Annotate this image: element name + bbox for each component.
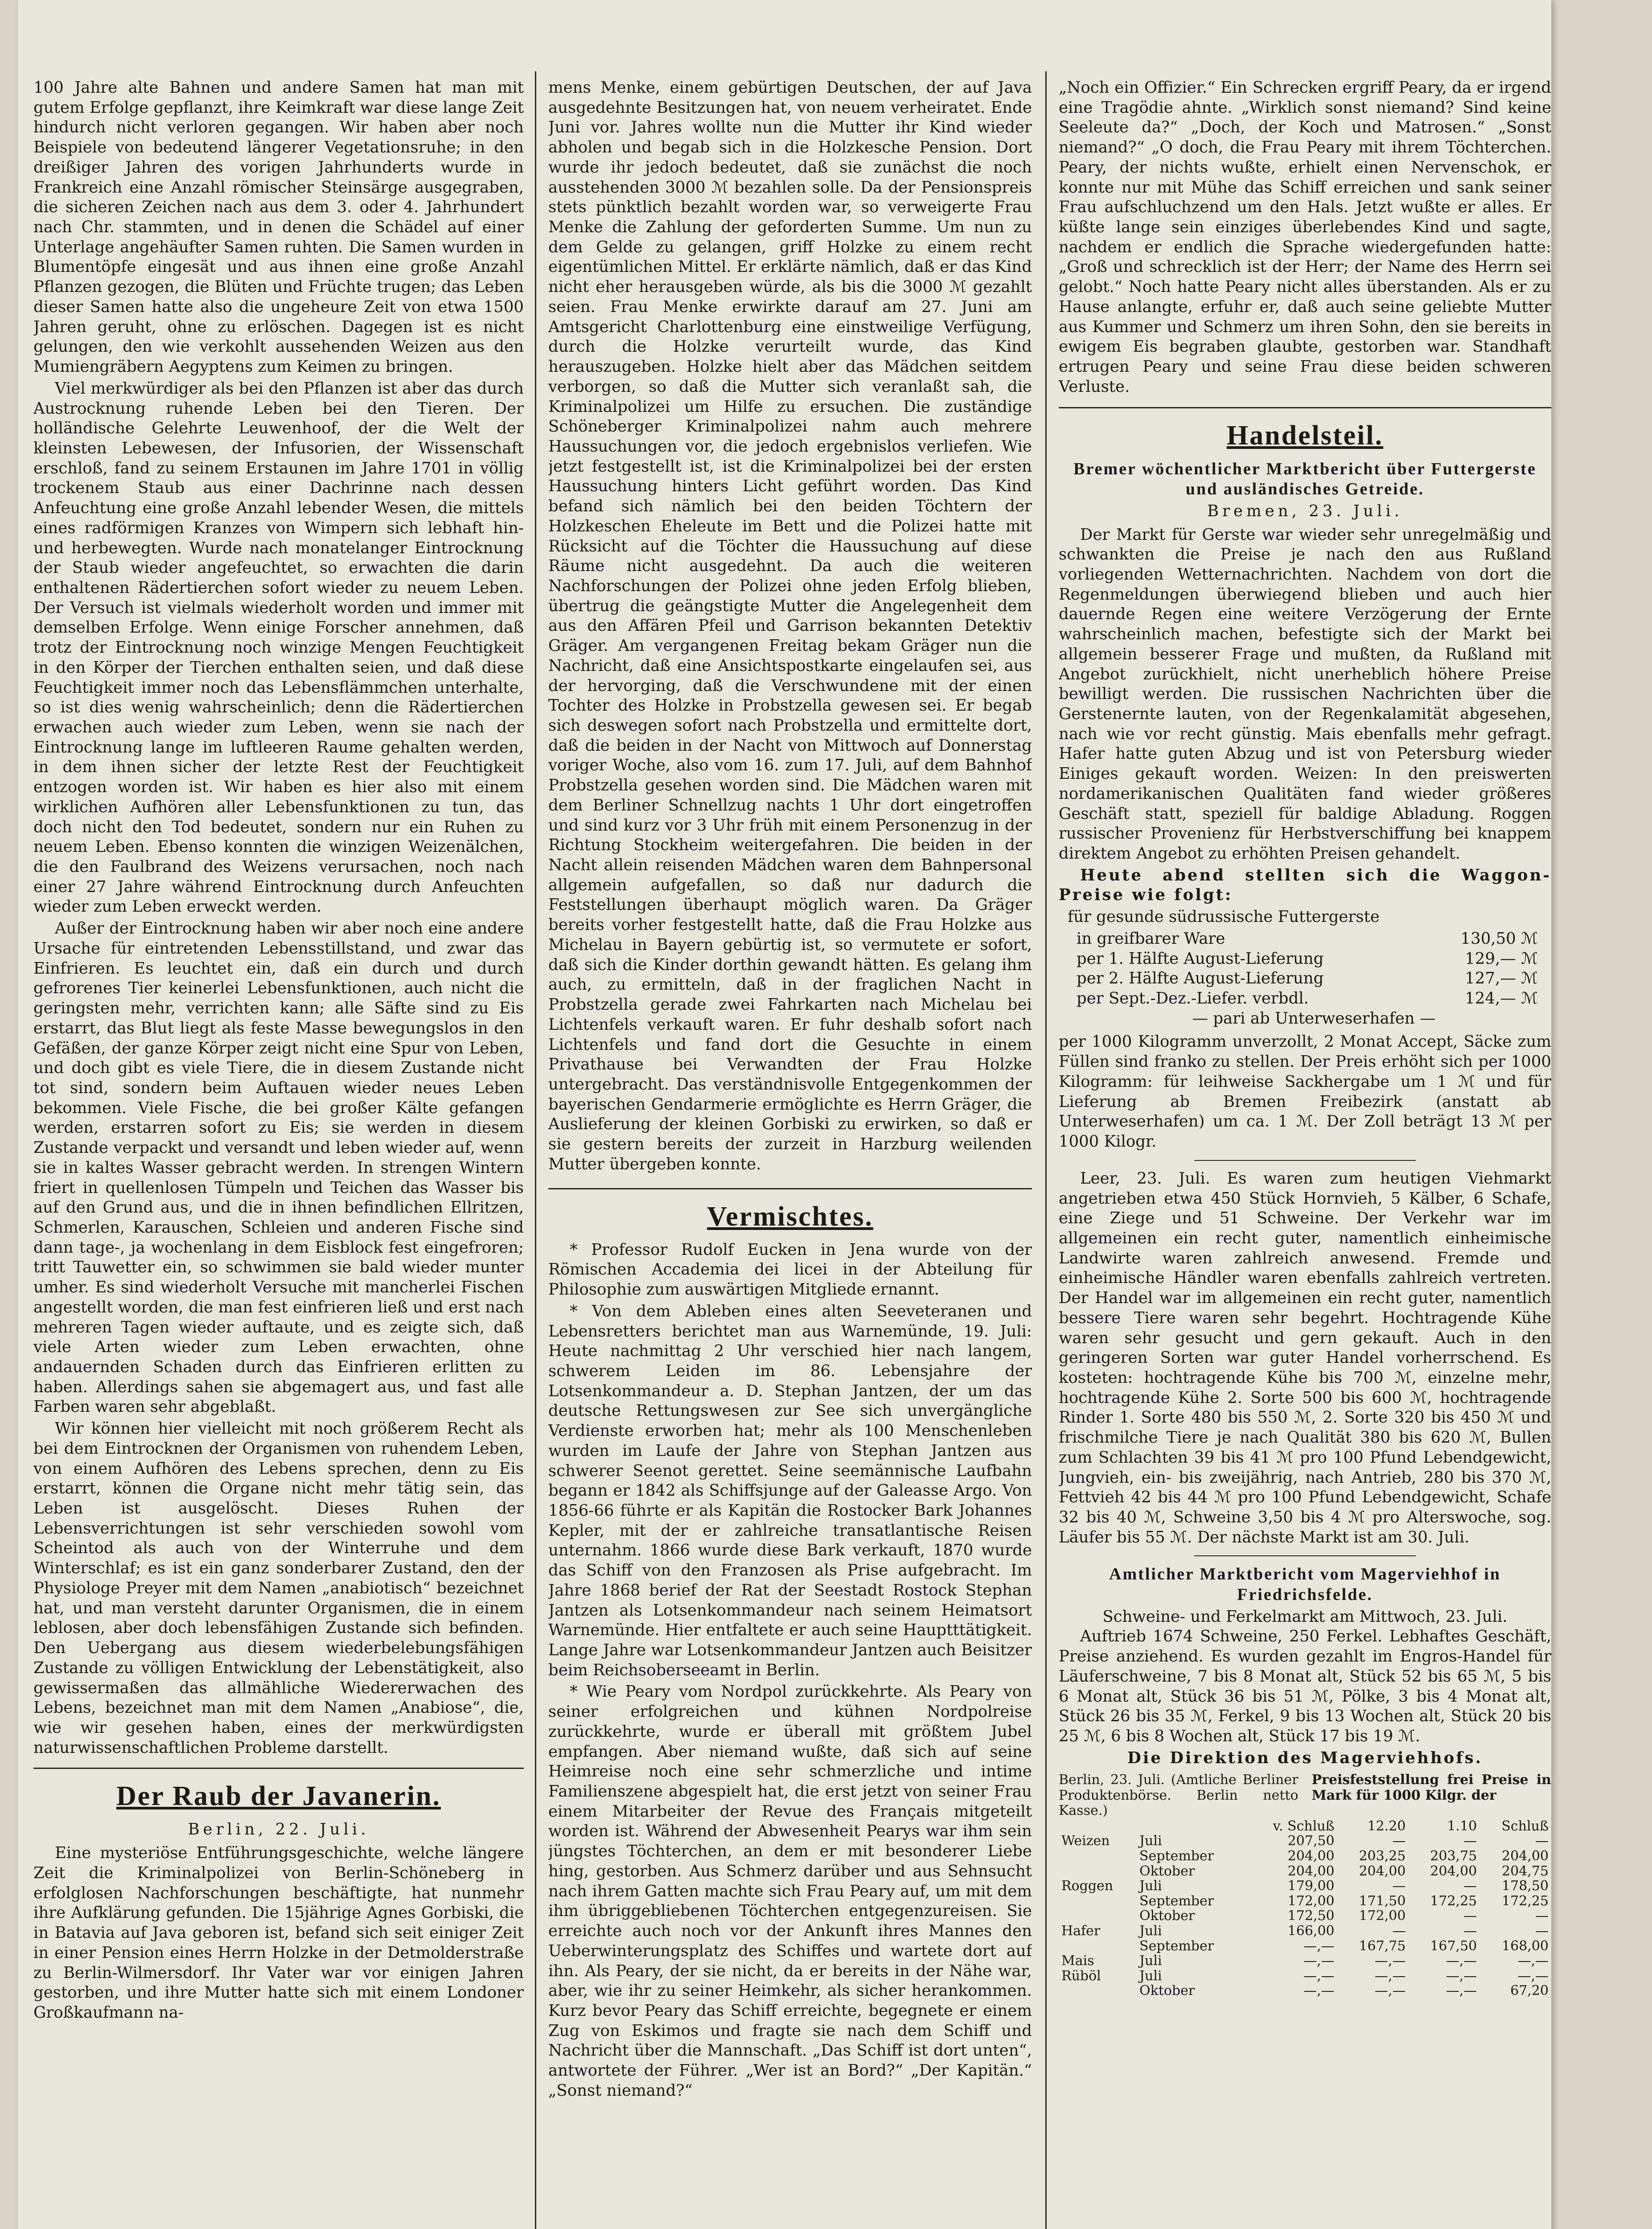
divider bbox=[1194, 1160, 1416, 1161]
cell: — bbox=[1463, 1923, 1477, 1939]
price-note: — pari ab Unterweserhafen — bbox=[1192, 1009, 1436, 1028]
paragraph: Auftrieb 1674 Schweine, 250 Ferkel. Lebhaftes Geschäft, Preise anziehend. Es wurden gezahlt im Engros-Handel für Läuferschweine, 7 bis 8 Monat alt, Stück 52 bis 65 ℳ, 5 bis 6 Monat alt, Stück 36 bis 51 ℳ, Pölke, 3 bis 4 Monat alt, Stück 26 bis 35 ℳ, Ferkel, 9 bis 13 Wochen alt, Stück 20 bis 25 ℳ, 6 bis 8 Wochen alt, Stück 17 bis 19 ℳ. bbox=[1059, 1627, 1551, 1745]
column-2 bbox=[548, 78, 1032, 2229]
cell: — bbox=[1463, 1908, 1477, 1924]
boerse-header bbox=[1059, 1773, 1551, 1819]
divider bbox=[548, 1188, 1032, 1189]
price-intro: für gesunde südrussische Futtergerste bbox=[1068, 908, 1380, 926]
cell: 203,25 bbox=[1359, 1848, 1406, 1864]
section-title-vermischtes: Vermischtes. bbox=[707, 1201, 873, 1232]
table-row bbox=[1059, 1983, 1551, 1999]
cell: — bbox=[1535, 1908, 1549, 1924]
price-list bbox=[1077, 929, 1551, 1029]
report-subtitle: Schweine- und Ferkelmarkt am Mittwoch, 23. Juli. bbox=[1102, 1607, 1508, 1626]
divider bbox=[33, 1768, 524, 1769]
cell: Oktober bbox=[1139, 1908, 1195, 1924]
boerse-table bbox=[1059, 1819, 1551, 1999]
cell: — bbox=[1392, 1878, 1406, 1894]
cell: 204,75 bbox=[1502, 1863, 1549, 1879]
cell: Roggen bbox=[1061, 1878, 1114, 1894]
price-label: per 1. Hälfte August-Lieferung bbox=[1077, 949, 1324, 968]
report-title-bremen: Bremer wöchentlicher Marktbericht über Futtergerste und ausländisches Getreide. bbox=[1073, 459, 1537, 499]
cell: 204,00 bbox=[1287, 1863, 1335, 1879]
cell: —,— bbox=[1303, 1953, 1335, 1969]
table-row bbox=[1059, 1834, 1551, 1849]
cell: Mais bbox=[1061, 1953, 1094, 1969]
cell: 168,00 bbox=[1502, 1938, 1549, 1954]
signature: Die Direktion des Magerviehhofs. bbox=[1127, 1748, 1483, 1767]
table-row bbox=[1059, 1908, 1551, 1924]
dateline: Bremen, 23. Juli. bbox=[1207, 502, 1403, 520]
cell: Juli bbox=[1139, 1953, 1162, 1969]
paragraph: per 1000 Kilogramm unverzollt, 2 Monat Accept, Säcke zum Füllen sind franko zu stellen. Der Preis erhöht sich per 1000 Kilogramm: für leihweise Sackhergabe um 1 ℳ und für Lieferung ab Bremen Freibezirk (anstatt ab Unterweserhafen) um ca. 1 ℳ. Der Zoll beträgt 13 ℳ per 1000 Kilogr. bbox=[1059, 1032, 1551, 1151]
table-row bbox=[1059, 1879, 1551, 1894]
table-row bbox=[1059, 1864, 1551, 1879]
cell: —,— bbox=[1303, 1983, 1335, 1999]
table-row bbox=[1059, 1969, 1551, 1984]
news-item: * Von dem Ableben eines alten Seeveteranen und Lebensretters berichtet man aus Warnemünde, 19. Juli: Heute nachmittag 2 Uhr verschied hier nach langem, schwerem Leiden im 86. Lebensjahre der Lotsenkommandeur a. D. Stephan Jantzen, der um das deutsche Rettungswesen zur See sich unvergängliche Verdienste erworben hat; mehr als 100 Menschenleben wurden im Laufe der Jahre von Stephan Jantzen aus schwerer Seenot gerettet. Seine seemännische Laufbahn begann er 1842 als Schiffsjunge auf der Galeasse Argo. Von 1856-66 führte er als Kapitän die Rostocker Bark Johannes Kepler, mit der er zahlreiche transatlantische Reisen unternahm. 1866 wurde diese Bark verkauft, 1870 wurde das Schiff von den Franzosen als Prise aufgebracht. Im Jahre 1868 berief der Rat der Seestadt Rostock Stephan Jantzen als Lotsenkommandeur nach seinem Heimatsort Warnemünde. Hier entfaltete er auch seine Hauptttätigkeit. Lange Jahre war Lotsenkommandeur Jantzen auch Beisitzer beim Reichsoberseeamt in Berlin. bbox=[548, 1302, 1032, 1679]
cell bbox=[1059, 1894, 1137, 1909]
price-value: 127,— ℳ bbox=[1465, 969, 1538, 988]
cell: — bbox=[1535, 1833, 1549, 1849]
col-header: v. Schluß bbox=[1273, 1818, 1335, 1834]
cell: —,— bbox=[1517, 1953, 1549, 1969]
table-row bbox=[1059, 1953, 1551, 1969]
cell: Juli bbox=[1139, 1923, 1162, 1939]
cell bbox=[1059, 1908, 1137, 1924]
paragraph: Viel merkwürdiger als bei den Pflanzen ist aber das durch Austrocknung ruhende Leben bei den Tieren. Der holländische Gelehrte Leuwenhoof, der die Welt der kleinsten Lebewesen, der Infusorien, der Wissenschaft erschloß, fand zu seinem Erstaunen im Jahre 1701 in völlig trockenem Staub aus einer Dachrinne nach dessen Anfeuchtung eine große Anzahl lebender Wesen, die mittels eines radförmigen Kranzes von Wimpern sich lebhaft hin- und herbewegten. Wurde nach monatelanger Eintrocknung der Staub wieder angefeuchtet, so erwachten die darin enthaltenen Rädertierchen sofort wieder zu neuem Leben. Der Versuch ist vielmals wiederholt worden und immer mit demselben Erfolge. Wenn einige Forscher annehmen, daß trotz der Eintrocknung noch winzige Mengen Feuchtigkeit in den Körper der Tierchen enthalten seien, und daß diese Feuchtigkeit immer noch das Lebensflämmchen unterhalte, so ist dies wenig wahrscheinlich; denn die Rädertierchen erwachen auch wieder zum Leben, wenn sie nach der Eintrocknung lange im luftleeren Raume gehalten werden, in dem ihnen sicher der letzte Rest der Feuchtigkeit entzogen worden ist. Wir haben es hier also mit einem wirklichen Aufhören aller Lebensfunktionen zu tun, das doch nicht den Tod bedeutet, sondern nur ein Ruhen zu neuem Leben. Ebenso konnten die winzigen Weizenälchen, die den Faulbrand des Weizens verursachen, noch nach einer 27 Jahre während Eintrocknung durch Anfeuchten wieder zum Leben erweckt werden. bbox=[33, 379, 524, 916]
col-header: 1.10 bbox=[1447, 1818, 1477, 1834]
cell: Weizen bbox=[1061, 1833, 1110, 1849]
price-value: 124,— ℳ bbox=[1465, 989, 1538, 1008]
cell: —,— bbox=[1374, 1953, 1406, 1969]
paragraph: Leer, 23. Juli. Es waren zum heutigen Viehmarkt angetrieben etwa 450 Stück Hornvieh, 5 Kälber, 6 Schafe, eine Ziege und 51 Schweine. Der Verkehr war im allgemeinen ein recht guter, namentlich einheimische Landwirte waren zahlreich anwesend. Fremde und einheimische Händler waren ebenfalls zahlreich vertreten. Der Handel war im allgemeinen ein recht guter, namentlich bessere Tiere waren sehr begehrt. Hochtragende Kühe waren sehr gesucht und gern gekauft. Auch in den geringeren Sorten war guter Handel vorherrschend. Es kosteten: hochtragende Kühe bis 700 ℳ, einzelne mehr, hochtragende Kühe 2. Sorte 500 bis 600 ℳ, hochtragende Rinder 1. Sorte 480 bis 550 ℳ, 2. Sorte 320 bis 450 ℳ und frischmilche Tiere je nach Qualität 380 bis 620 ℳ, Bullen zum Schlachten 39 bis 41 ℳ pro 100 Pfund Lebendgewicht, Jungvieh, ein- bis zweijährig, nach Antrieb, 280 bis 370 ℳ, Fettvieh 42 bis 44 ℳ pro 100 Pfund Lebendgewicht, Schafe 32 bis 40 ℳ, Schweine 3,50 bis 4 ℳ pro Alterswoche, sog. Läufer bis 55 ℳ. Der nächste Markt ist am 30. Juli. bbox=[1059, 1169, 1551, 1546]
cell: Rüböl bbox=[1061, 1968, 1101, 1984]
cell: September bbox=[1139, 1893, 1214, 1909]
paragraph: „Noch ein Offizier.“ Ein Schrecken ergriff Peary, da er irgend eine Tragödie ahnte. „Wirklich sonst niemand? Sind keine Seeleute da?“ „Doch, der Koch und Matrosen.“ „Sonst niemand?“ „O doch, die Frau Peary mit ihrem Töchterchen. Peary, der nichts wußte, erhielt einen Nervenschok, er konnte nur mit Mühe das Schiff erreichen und sank seiner Frau aufschluchzend um den Hals. Jetzt wußte er alles. Er küßte lange sein einziges überlebendes Kind und sagte, nachdem er endlich die Sprache wiedergefunden hatte: „Groß und schrecklich ist der Herr; der Name des Herrn sei gelobt.“ Noch hatte Peary nicht alles überstanden. Als er zu Hause anlangte, erfuhr er, daß auch seine geliebte Mutter aus Kummer und Schmerz um ihren Sohn, den sie bereits in ewigem Eis begraben glaubte, gestorben war. Standhaft ertrugen Peary und seine Frau diese beiden schweren Verluste. bbox=[1059, 78, 1551, 396]
paragraph: mens Menke, einem gebürtigen Deutschen, der auf Java ausgedehnte Besitzungen hat, von neuem verheiratet. Ende Juni vor. Jahres wollte nun die Mutter ihr Kind wieder abholen und begab sich in die Holzkesche Pension. Dort wurde ihr jedoch bedeutet, daß sie zunächst die noch ausstehenden 3000 ℳ bezahlen solle. Da der Pensionspreis stets pünktlich bezahlt worden war, so verweigerte Frau Menke die Zahlung der geforderten Summe. Um nun zu dem Gelde zu gelangen, griff Holzke zu einem recht eigentümlichen Mittel. Er erklärte nämlich, daß er das Kind nicht eher herausgeben würde, als bis die 3000 ℳ gezahlt seien. Frau Menke erwirkte darauf am 27. Juni am Amtsgericht Charlottenburg eine einstweilige Verfügung, durch die Holzke verurteilt wurde, das Kind herauszugeben. Holzke hielt aber das Mädchen seitdem verborgen, so daß die Mutter sich veranlaßt sah, die Kriminalpolizei um Hilfe zu ersuchen. Die zuständige Schöneberger Kriminalpolizei nahm auch mehrere Haussuchungen vor, die jedoch ergebnislos verliefen. Wie jetzt festgestellt ist, ist die Kriminalpolizei bei der ersten Haussuchung hinters Licht geführt worden. Das Kind befand sich nämlich bei den beiden Töchtern der Holzkeschen Eheleute im Bett und die Polizei hatte mit Rücksicht auf die Töchter die Haussuchung auf diese Räume nicht ausgedehnt. Da auch die weiteren Nachforschungen der Polizei ohne jeden Erfolg blieben, übertrug die geängstigte Mutter die Angelegenheit dem aus den Affären Pfeil und Garrison bekannten Detektiv Gräger. Am vergangenen Freitag bekam Gräger nun die Nachricht, daß eine Ansichtspostkarte eingelaufen sei, aus der hervorging, daß die Verschwundene mit der einen Tochter des Holzke in Probstzella gewesen sei. Er begab sich deswegen sofort nach Probstzella und ermittelte dort, daß die beiden in der Nacht von Mittwoch auf Donnerstag voriger Woche, also vom 16. zum 17. Juli, auf dem Bahnhof Probstzella gesehen worden sind. Die Mädchen waren mit dem Berliner Schnellzug nachts 1 Uhr dort eingetroffen und sind kurz vor 3 Uhr früh mit einem Personenzug in der Richtung Stockheim weitergefahren. Die beiden in der Nacht allein reisenden Mädchen waren dem Bahnpersonal allgemein aufgefallen, so daß nur dadurch die Feststellungen überhaupt möglich waren. Da Gräger bereits vorher festgestellt hatte, daß die Frau Holzke aus Michelau in Bayern gebürtig ist, so vermutete er sofort, daß sich die Kinder dorthin gewandt hätten. Es gelang ihm auch, zu ermitteln, daß in der fraglichen Nacht in Probstzella gerade zwei Fahrkarten nach Michelau bei Lichtenfels verkauft waren. Er fuhr deshalb sofort nach Lichtenfels und fand dort die Gesuchte in einem Privathause bei Verwandten der Frau Holzke untergebracht. Das verständnisvolle Entgegenkommen der bayerischen Gendarmerie ermöglichte es Herrn Gräger, die Auslieferung der kleinen Gorbiski zu erwirken, so daß er sie gestern bereits der zurzeit in Harzburg weilenden Mutter übergeben konnte. bbox=[548, 78, 1032, 1173]
table-header-row bbox=[1059, 1819, 1551, 1834]
cell: 171,50 bbox=[1359, 1893, 1406, 1909]
paragraph: Wir können hier vielleicht mit noch größerem Recht als bei dem Eintrocknen der Organismen von ruhendem Leben, von einem Aufhören des Lebens sprechen, denn zu Eis erstarrt, können die Organe nicht mehr tätig sein, das Leben ist ausgelöscht. Dieses Ruhen der Lebensverrichtungen ist sehr verschieden sowohl vom Scheintod als auch von der Winterruhe und dem Winterschlaf; es ist ein ganz sonderbarer Zustand, den der Physiologe Preyer mit dem Namen „anabiotisch“ bezeichnet hat, und man versteht darunter Organismen, die in einem leblosen, aber doch lebensfähigen Zustande sich befinden. Den Uebergang aus diesem wiederbelebungsfähigen Zustande zu völligen Entwicklung der Lebenstätigkeit, also gewissermaßen das allmähliche Wiedererwachen des Lebens, bezeichnet man mit dem Namen „Anabiose“, die, wie wir gesehen haben, eines der merkwürdigsten naturwissenschaftlichen Probleme darstellt. bbox=[33, 1419, 524, 1757]
cell bbox=[1059, 1983, 1137, 1999]
cell: —,— bbox=[1374, 1968, 1406, 1984]
cell: —,— bbox=[1446, 1968, 1477, 1984]
paragraph: Eine mysteriöse Entführungsgeschichte, welche längere Zeit die Kriminalpolizei von Berlin-Schöneberg in erfolglosen Nachforschungen beschäftigte, hat nunmehr ihre Aufklärung gefunden. Die 15jährige Agnes Gorbiski, die in Batavia auf Java geboren ist, befand sich seit einiger Zeit in einer Pension eines Herrn Holzke in der Detmolderstraße zu Berlin-Wilmersdorf. Ihr Vater war vor einigen Jahren gestorben, und ihre Mutter hatte sich mit einem Londoner Großkaufmann na- bbox=[33, 1844, 524, 2022]
paragraph: Außer der Eintrocknung haben wir aber noch eine andere Ursache für eintretenden Lebensstillstand, und zwar das Einfrieren. Es leuchtet ein, daß ein durch und durch gefrorenes Tier keinerlei Lebensfunktionen, auch nicht die geringsten mehr, verrichten kann; alle Säfte sind zu Eis erstarrt, das Blut liegt als feste Masse bewegungslos in den Gefäßen, der ganze Körper zeigt nicht eine Spur von Leben, und doch gibt es viele Tiere, die in diesem Zustande nicht tot sind, sondern beim Auftauen wieder neues Leben bekommen. Viele Fische, die bei großer Kälte gefangen werden, erstarren sofort zu Eis; sie werden in diesem Zustande verpackt und versandt und leben wieder auf, wenn sie in kaltes Wasser gebracht werden. In strengen Wintern friert in quellenlosen Tümpeln und Teichen das Wasser bis auf den Grund aus, und die in ihnen befindlichen Ellritzen, Schmerlen, Karauschen, Schleien und anderen Fische sind dann tage-, ja wochenlang in dem Eisblock fest eingefroren; tritt Tauwetter ein, so schwimmen sie bald wieder munter umher. Es sind wiederholt Versuche mit mancherlei Fischen angestellt worden, die man fest einfrieren ließ und erst nach mehreren Tagen wieder auftaute, und es zeigte sich, daß viele Arten wieder zum Leben erwachten, ohne andauernden Schaden durch das Einfrieren erlitten zu haben. Allerdings sahen sie abgemagert aus, und fast alle Farben waren sehr abgeblaßt. bbox=[33, 919, 524, 1416]
cell: — bbox=[1392, 1833, 1406, 1849]
cell: —,— bbox=[1303, 1938, 1335, 1954]
dateline: Berlin, 22. Juli. bbox=[188, 1820, 370, 1839]
cell: Juli bbox=[1139, 1833, 1162, 1849]
cell bbox=[1059, 1939, 1137, 1954]
column-rule bbox=[535, 71, 536, 2229]
cell: Oktober bbox=[1139, 1863, 1195, 1879]
table-row bbox=[1059, 1939, 1551, 1954]
paragraph: Heute abend stellten sich die Waggon-Preise wie folgt: bbox=[1059, 866, 1551, 905]
price-value: 130,50 ℳ bbox=[1460, 929, 1538, 948]
paragraph: 100 Jahre alte Bahnen und andere Samen hat man mit gutem Erfolge gepflanzt, ihre Keimkraft war diese lange Zeit hindurch nicht verloren gegangen. Wir haben aber noch Beispiele von bedeutend längerer Vegetationsruhe; in den dreißiger Jahren des vorigen Jahrhunderts wurde in Frankreich eine Anzahl römischer Steinsärge ausgegraben, die sicheren Zeichen nach aus dem 3. oder 4. Jahrhundert nach Chr. stammten, und in denen die Schädel auf einer Unterlage angehäufter Samen ruhten. Die Samen wurden in Blumentöpfe eingesät und aus ihnen eine große Anzahl Pflanzen gezogen, die Blüten und Früchte trugen; das Leben dieser Samen hatte also die ungeheure Zeit von etwa 1500 Jahren geruht, ohne zu erlöschen. Dagegen ist es nicht gelungen, den wie verkohlt aussehenden Weizen aus den Mumiengräbern Aegyptens zum Keimen zu bringen. bbox=[33, 78, 524, 376]
news-item: * Wie Peary vom Nordpol zurückkehrte. Als Peary von seiner erfolgreichen und kühnen Nordpolreise zurückkehrte, wurde er überall mit größtem Jubel empfangen. Aber niemand wußte, daß sich auf seine Heimreise noch eine sehr schmerzliche und intime Familienszene abgespielt hat, die erst jetzt von seiner Frau einem Mitarbeiter der Revue des Français mitgeteilt worden ist. Während der Abwesenheit Pearys war ihm sein jüngstes Töchterchen, an dem er mit besonderer Liebe hing, gestorben. Aus Schmerz darüber und aus Sehnsucht nach ihrem Gatten machte sich Frau Peary auf, um mit dem ihm übriggebliebenen Töchterchen entgegenzureisen. Sie erreichte auch noch vor der Ankunft ihres Mannes den Ueberwinterungsplatz des Schiffes und wartete dort auf ihn. Als Peary, der sie nicht, da er bereits in der Nähe war, aber, wie ihr zu seiner Heimkehr, als sicher herankommen. Kurz bevor Peary das Schiff erreichte, begegnete er einem Zug von Eskimos und fragte sie nach dem Schiff und Nachricht über die Mannschaft. „Das Schiff ist dort unten“, antwortete der Führer. „Wer ist an Bord?“ „Der Kapitän.“ „Sonst niemand?“ bbox=[548, 1682, 1032, 2100]
cell: 166,00 bbox=[1287, 1923, 1335, 1939]
price-row bbox=[1077, 929, 1551, 949]
divider bbox=[1059, 407, 1551, 408]
cell: — bbox=[1463, 1878, 1477, 1894]
cell: 67,20 bbox=[1510, 1983, 1549, 1999]
cell: — bbox=[1392, 1923, 1406, 1939]
cell: 203,75 bbox=[1430, 1848, 1477, 1864]
cell: 167,75 bbox=[1359, 1938, 1406, 1954]
cell: 204,00 bbox=[1287, 1848, 1335, 1864]
newspaper-page bbox=[18, 0, 1551, 2229]
col-header: Schluß bbox=[1501, 1818, 1549, 1834]
cell: September bbox=[1139, 1938, 1214, 1954]
price-value: 129,— ℳ bbox=[1465, 949, 1538, 968]
section-title-handelsteil: Handelsteil. bbox=[1226, 420, 1384, 451]
cell: —,— bbox=[1446, 1983, 1477, 1999]
news-item: * Professor Rudolf Eucken in Jena wurde von der Römischen Accademia dei licei in der Abteilung für Philosophie zum auswärtigen Mitgliede ernannt. bbox=[548, 1240, 1032, 1299]
cell: —,— bbox=[1517, 1968, 1549, 1984]
cell bbox=[1059, 1864, 1137, 1879]
cell: Oktober bbox=[1139, 1983, 1195, 1999]
column-3 bbox=[1059, 78, 1551, 2229]
cell: 204,00 bbox=[1359, 1863, 1406, 1879]
cell: 167,50 bbox=[1430, 1938, 1477, 1954]
report-title-magerviehhof: Amtlicher Marktbericht vom Magerviehhof in Friedrichsfelde. bbox=[1109, 1565, 1501, 1604]
price-row bbox=[1077, 949, 1551, 969]
cell: 172,25 bbox=[1430, 1893, 1477, 1909]
article-title-raub: Der Raub der Javanerin. bbox=[116, 1781, 441, 1812]
boerse-header-left: Berlin, 23. Juli. (Amtliche Berliner Produktenbörse. Berlin netto Kasse.) bbox=[1059, 1772, 1299, 1819]
paragraph: Der Markt für Gerste war wieder sehr unregelmäßig und schwankten die Preise je nach den aus Rußland vorliegenden Wetternachrichten. Nachdem von dort die Regenmeldungen überwiegend blieben und auch hier dauernde Regen eine weitere Verzögerung der Ernte wahrscheinlich machen, befestigte sich der Markt bei allgemein besserer Frage und mußten, da Rußland mit Angebot zurückhielt, nicht unerheblich höhere Preise bewilligt werden. Die russischen Nachrichten über die Gerstenernte lauten, von der Regenkalamität abgesehen, nach wie vor recht günstig. Mais ebenfalls mehr gefragt. Hafer hatte guten Abzug und ist von Petersburg wieder Einiges gekauft worden. Weizen: In den preiswerten nordamerikanischen Qualitäten fand wieder größeres Geschäft statt, speziell für baldige Abladung. Roggen russischer Provenienz für Herbstverschiffung bei knappem direktem Angebot zu erhöhten Preisen gehandelt. bbox=[1059, 525, 1551, 863]
cell bbox=[1059, 1849, 1137, 1864]
cell: 178,50 bbox=[1502, 1878, 1549, 1894]
column-1 bbox=[33, 78, 524, 2229]
cell: — bbox=[1463, 1833, 1477, 1849]
divider bbox=[1194, 1555, 1416, 1556]
cell: —,— bbox=[1374, 1983, 1406, 1999]
cell: —,— bbox=[1446, 1953, 1477, 1969]
cell: 204,00 bbox=[1430, 1863, 1477, 1879]
column-rule bbox=[1045, 71, 1047, 2229]
cell: Hafer bbox=[1061, 1923, 1101, 1939]
cell: 204,00 bbox=[1502, 1848, 1549, 1864]
cell: 172,00 bbox=[1287, 1893, 1335, 1909]
cell: Juli bbox=[1139, 1878, 1162, 1894]
cell: Juli bbox=[1139, 1968, 1162, 1984]
boerse-header-right: Preisfeststellung frei Preise in Mark für 1000 Kilgr. der bbox=[1311, 1772, 1551, 1803]
cell: 172,50 bbox=[1287, 1908, 1335, 1924]
price-label: per 2. Hälfte August-Lieferung bbox=[1077, 969, 1324, 988]
price-label: per Sept.-Dez.-Liefer. verbdl. bbox=[1077, 989, 1309, 1008]
price-label: in greifbarer Ware bbox=[1077, 929, 1225, 948]
price-row bbox=[1077, 969, 1551, 989]
cell: 172,00 bbox=[1359, 1908, 1406, 1924]
cell: 207,50 bbox=[1287, 1833, 1335, 1849]
table-row bbox=[1059, 1849, 1551, 1864]
price-row bbox=[1077, 989, 1551, 1009]
cell: —,— bbox=[1303, 1968, 1335, 1984]
cell: September bbox=[1139, 1848, 1214, 1864]
cell: — bbox=[1535, 1923, 1549, 1939]
cell: 179,00 bbox=[1287, 1878, 1335, 1894]
table-row bbox=[1059, 1924, 1551, 1939]
table-row bbox=[1059, 1894, 1551, 1909]
cell: 172,25 bbox=[1502, 1893, 1549, 1909]
col-header: 12.20 bbox=[1367, 1818, 1406, 1834]
